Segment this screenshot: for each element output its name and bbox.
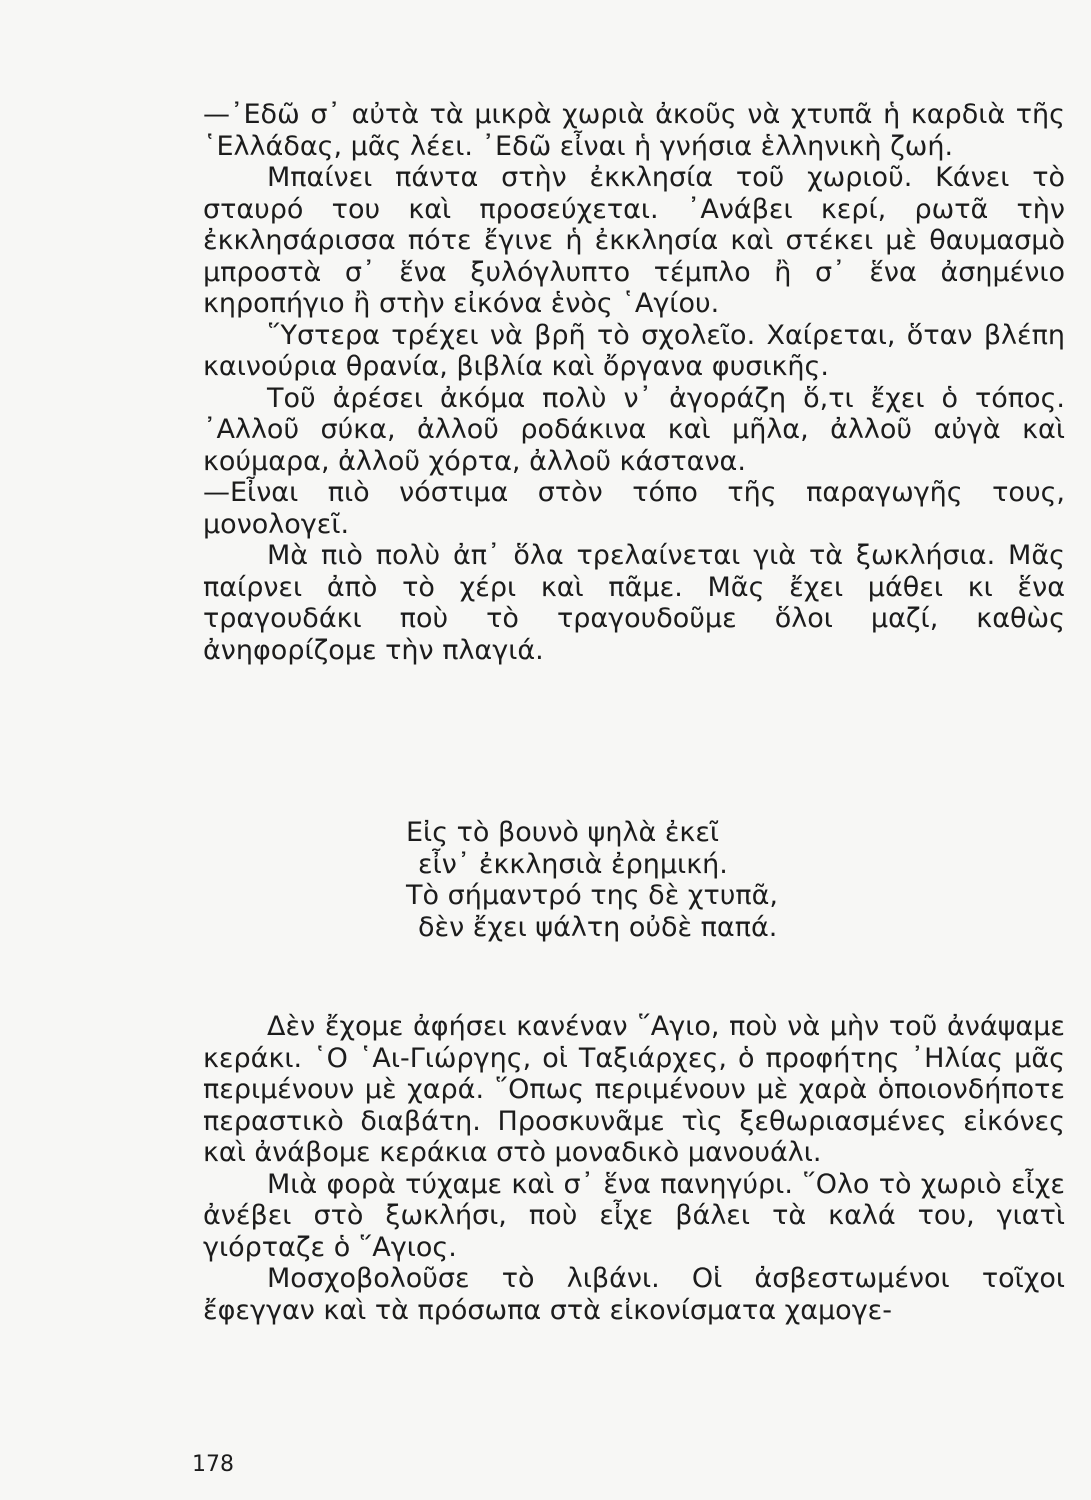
paragraph: Μὰ πιὸ πολὺ ἀπ᾿ ὅλα τρελαίνεται γιὰ τὰ ξωκλήσια. Μᾶς παίρνει ἀπὸ τὸ χέρι καὶ πᾶμε. Μᾶς ἔχει μάθει κι ἕνα τραγουδάκι ποὺ τὸ τραγουδοῦμε ὅλοι μαζί, καθὼς ἀνηφορίζομε τὴν πλαγιά. (203, 540, 1065, 666)
paragraph: Δὲν ἔχομε ἀφήσει κανέναν ῞Αγιο, ποὺ νὰ μὴν τοῦ ἀνάψαμε κεράκι. ῾Ο ῾Αι-Γιώργης, οἱ Ταξιάρχες, ὁ προφήτης ᾿Ηλίας μᾶς περιμένουν μὲ χαρά. ῞Οπως περιμένουν μὲ χαρὰ ὁποιονδήποτε περαστικὸ διαβάτη. Προσκυνᾶμε τὶς ξεθωριασμένες εἰκόνες καὶ ἀνάβομε κεράκια στὸ μοναδικὸ μανουάλι. (203, 1011, 1065, 1168)
paragraph: —᾿Εδῶ σ᾿ αὐτὰ τὰ μικρὰ χωριὰ ἀκοῦς νὰ χτυπᾶ ἡ καρδιὰ τῆς ῾Ελλάδας, μᾶς λέει. ᾿Εδῶ εἶναι ἡ γνήσια ἑλληνικὴ ζωή. (203, 99, 1065, 162)
poem-line: Εἰς τὸ βουνὸ ψηλὰ ἐκεῖ (406, 817, 720, 848)
text-block-bottom (203, 1011, 1065, 1326)
poem-line: Τὸ σήμαντρό της δὲ χτυπᾶ, (406, 880, 778, 911)
page-number: 178 (192, 1452, 234, 1477)
poem-line: δὲν ἔχει ψάλτη οὐδὲ παπά. (418, 911, 778, 943)
poem-line: εἶν᾿ ἐκκλησιὰ ἐρημική. (418, 848, 728, 880)
paragraph: Μοσχοβολοῦσε τὸ λιβάνι. Οἱ ἀσβεστωμένοι τοῖχοι ἔφεγγαν καὶ τὰ πρόσωπα στὰ εἰκονίσματα χαμογε- (203, 1263, 1065, 1326)
text-block-top (203, 99, 1065, 666)
paragraph: Μπαίνει πάντα στὴν ἐκκλησία τοῦ χωριοῦ. Κάνει τὸ σταυρό του καὶ προσεύχεται. ᾿Ανάβει κερί, ρωτᾶ τὴν ἐκκλησάρισσα πότε ἔγινε ἡ ἐκκλησία καὶ στέκει μὲ θαυμασμὸ μπροστὰ σ᾿ ἕνα ξυλόγλυπτο τέμπλο ἢ σ᾿ ἕνα ἀσημένιο κηροπήγιο ἢ στὴν εἰκόνα ἑνὸς ῾Αγίου. (203, 162, 1065, 319)
paragraph: Μιὰ φορὰ τύχαμε καὶ σ᾿ ἕνα πανηγύρι. ῞Ολο τὸ χωριὸ εἶχε ἀνέβει στὸ ξωκλήσι, ποὺ εἶχε βάλει τὰ καλά του, γιατὶ γιόρταζε ὁ ῞Αγιος. (203, 1168, 1065, 1263)
poem-stanza (406, 817, 778, 943)
paragraph: Τοῦ ἀρέσει ἀκόμα πολὺ ν᾿ ἀγοράζη ὅ,τι ἔχει ὁ τόπος. ᾿Αλλοῦ σύκα, ἀλλοῦ ροδάκινα καὶ μῆλα, ἀλλοῦ αὐγὰ καὶ κούμαρα, ἀλλοῦ χόρτα, ἀλλοῦ κάστανα. (203, 382, 1065, 477)
paragraph: ῞Υστερα τρέχει νὰ βρῆ τὸ σχολεῖο. Χαίρεται, ὅταν βλέπη καινούρια θρανία, βιβλία καὶ ὄργανα φυσικῆς. (203, 319, 1065, 382)
paragraph: —Εἶναι πιὸ νόστιμα στὸν τόπο τῆς παραγωγῆς τους, μονολογεῖ. (203, 477, 1065, 540)
